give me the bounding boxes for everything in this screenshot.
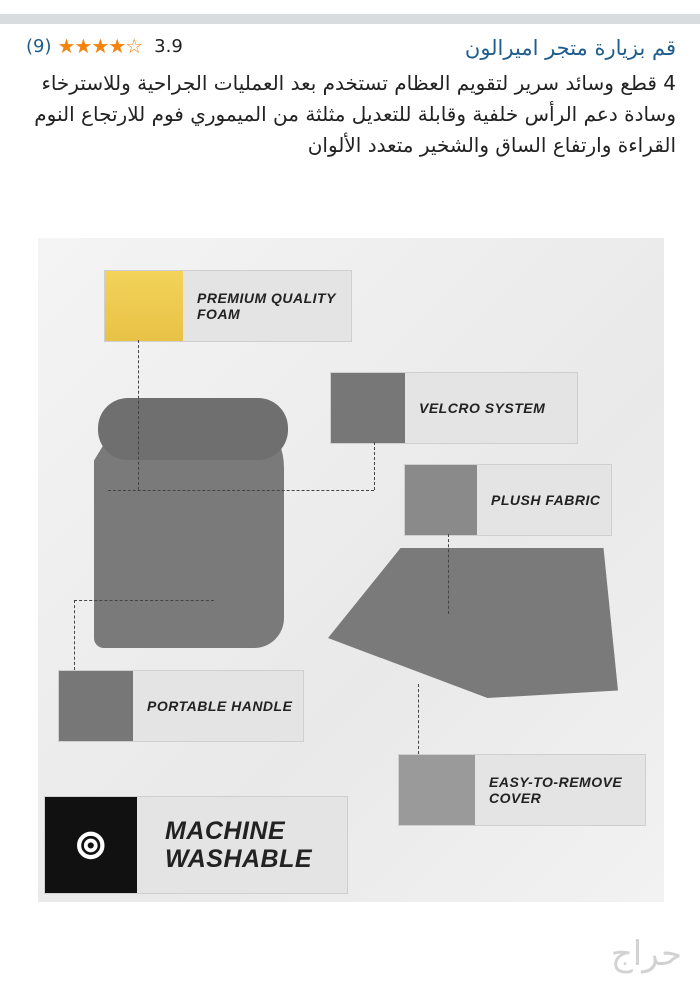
label-cover bbox=[398, 754, 646, 826]
label-handle bbox=[58, 670, 304, 742]
pointer-line bbox=[374, 442, 375, 490]
label-velcro bbox=[330, 372, 578, 444]
pointer-line bbox=[108, 490, 374, 491]
label-text: EASY-TO-REMOVE COVER bbox=[489, 774, 623, 806]
pointer-line bbox=[448, 534, 449, 614]
product-title: 4 قطع وسائد سرير لتقويم العظام تستخدم بعد العمليات الجراحية وللاسترخاء وسادة دعم الرأس خلفية وقابلة للتعديل مثلثة من الميموري فوم للارتجاع النوم القراءة وارتفاع الساق والشخير متعدد الألوان bbox=[34, 71, 676, 157]
store-link[interactable]: قم بزيارة متجر اميرالون bbox=[464, 36, 676, 60]
velcro-thumbnail bbox=[331, 373, 405, 443]
label-text: VELCRO SYSTEM bbox=[419, 400, 546, 416]
head-pillow bbox=[98, 398, 288, 460]
triangle-pillow bbox=[328, 548, 618, 698]
label-text: PLUSH FABRIC bbox=[491, 492, 601, 508]
pointer-line bbox=[74, 600, 75, 670]
pointer-line bbox=[138, 340, 139, 490]
label-text: PORTABLE HANDLE bbox=[147, 698, 293, 714]
star-rating-icon: ★★★★☆ bbox=[57, 34, 143, 58]
pointer-line bbox=[74, 600, 214, 601]
watermark: حراج bbox=[610, 934, 682, 974]
pointer-line bbox=[418, 684, 419, 754]
label-text: PREMIUM QUALITY FOAM bbox=[197, 290, 336, 322]
review-count[interactable]: (9) bbox=[26, 35, 52, 57]
label-washable bbox=[44, 796, 348, 894]
foam-thumbnail bbox=[105, 271, 183, 341]
handle-thumbnail bbox=[59, 671, 133, 741]
rating-value: 3.9 bbox=[154, 35, 183, 57]
top-divider bbox=[0, 14, 700, 24]
plush-thumbnail bbox=[405, 465, 477, 535]
cover-thumbnail bbox=[399, 755, 475, 825]
label-plush bbox=[404, 464, 612, 536]
label-text: MACHINE WASHABLE bbox=[165, 817, 313, 873]
label-foam bbox=[104, 270, 352, 342]
washing-machine-icon: ⊚ bbox=[45, 797, 137, 893]
rating[interactable] bbox=[26, 34, 183, 58]
product-image[interactable] bbox=[38, 238, 664, 902]
